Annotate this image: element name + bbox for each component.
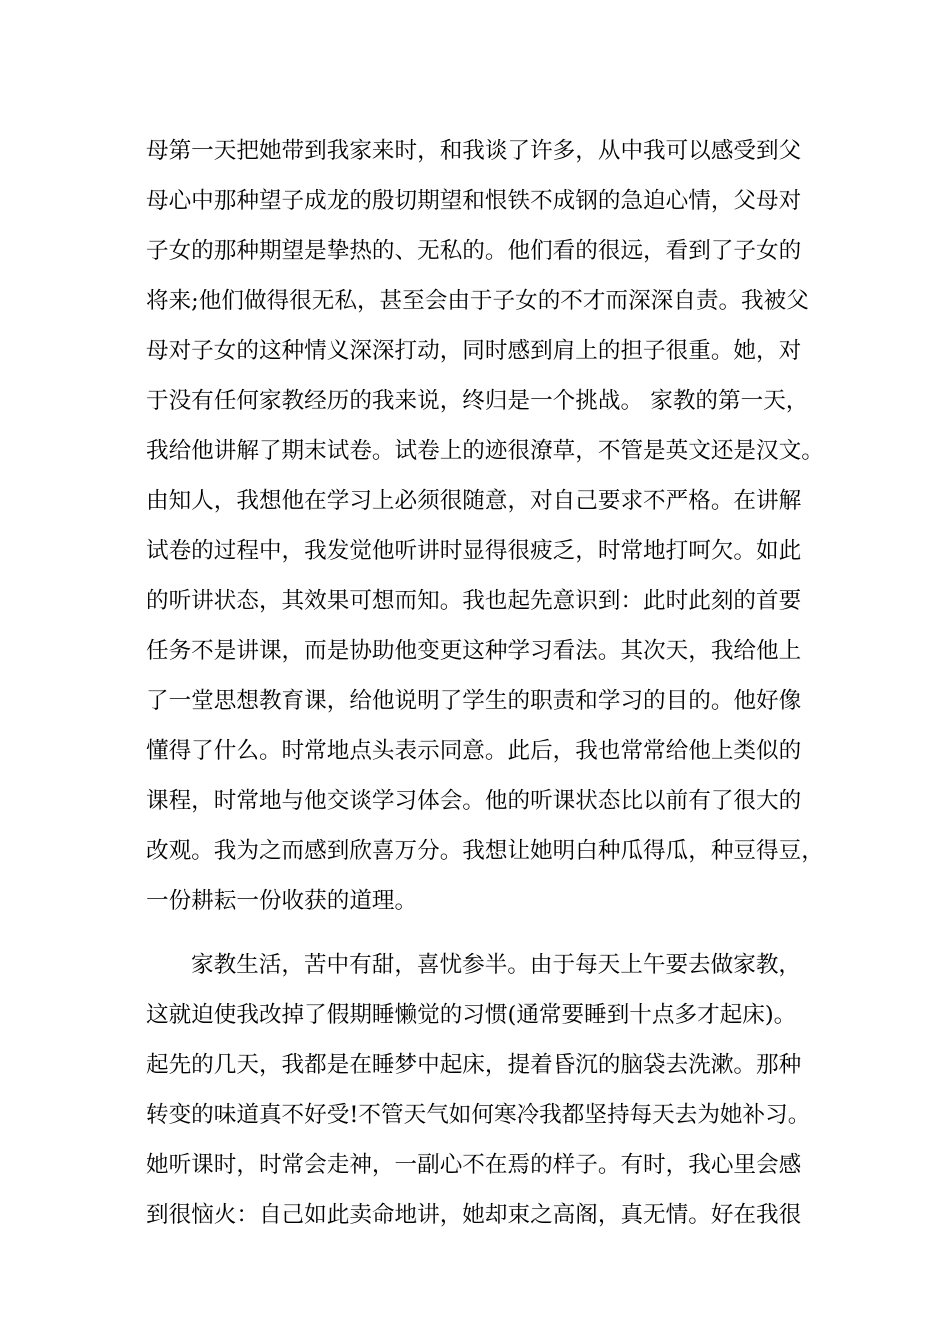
text-line: 课程，时常地与他交谈学习体会。他的听课状态比以前有了很大的: [146, 788, 802, 814]
text-line: 转变的味道真不好受!不管天气如何寒冷我都坚持每天去为她补习。: [146, 1102, 811, 1128]
text-line: 母心中那种望子成龙的殷切期望和恨铁不成钢的急迫心情，父母对: [146, 188, 802, 214]
text-line: 懂得了什么。时常地点头表示同意。此后，我也常常给他上类似的: [146, 738, 802, 764]
text-line: 一份耕耘一份收获的道理。: [146, 888, 418, 914]
text-line: 任务不是讲课，而是协助他变更这种学习看法。其次天，我给他上: [146, 638, 802, 664]
text-line: 母对子女的这种情义深深打动，同时感到肩上的担子很重。她，对: [146, 338, 802, 364]
text-line: 将来;他们做得很无私，甚至会由于子女的不才而深深自责。我被父: [146, 288, 809, 314]
text-line: 试卷的过程中，我发觉他听讲时显得很疲乏，时常地打呵欠。如此: [146, 538, 802, 564]
paragraph-2: [146, 940, 826, 1240]
body-text: [146, 126, 826, 1240]
text-line: 由知人，我想他在学习上必须很随意，对自己要求不严格。在讲解: [146, 488, 802, 514]
text-line: 子女的那种期望是挚热的、无私的。他们看的很远，看到了子女的: [146, 238, 802, 264]
text-line: 这就迫使我改掉了假期睡懒觉的习惯(通常要睡到十点多才起床)。: [146, 1002, 797, 1028]
text-line: 改观。我为之而感到欣喜万分。我想让她明白种瓜得瓜，种豆得豆，: [146, 838, 824, 864]
text-line: 的听讲状态，其效果可想而知。我也起先意识到：此时此刻的首要: [146, 588, 802, 614]
text-line: 于没有任何家教经历的我来说，终归是一个挑战。 家教的第一天，: [146, 388, 809, 414]
paragraph-1: [146, 126, 826, 926]
text-line: 到很恼火：自己如此卖命地讲，她却束之高阁，真无情。好在我很: [146, 1202, 802, 1228]
paragraph-gap: [146, 926, 826, 940]
text-line: 我给他讲解了期末试卷。试卷上的迹很潦草，不管是英文还是汉文。: [146, 438, 824, 464]
text-line: 起先的几天，我都是在睡梦中起床，提着昏沉的脑袋去洗漱。那种: [146, 1052, 802, 1078]
text-line: 了一堂思想教育课，给他说明了学生的职责和学习的目的。他好像: [146, 688, 802, 714]
text-line: 母第一天把她带到我家来时，和我谈了许多，从中我可以感受到父: [146, 138, 802, 164]
text-line: 家教生活，苦中有甜，喜忧参半。由于每天上午要去做家教，: [191, 952, 802, 978]
text-line: 她听课时，时常会走神，一副心不在焉的样子。有时，我心里会感: [146, 1152, 802, 1178]
